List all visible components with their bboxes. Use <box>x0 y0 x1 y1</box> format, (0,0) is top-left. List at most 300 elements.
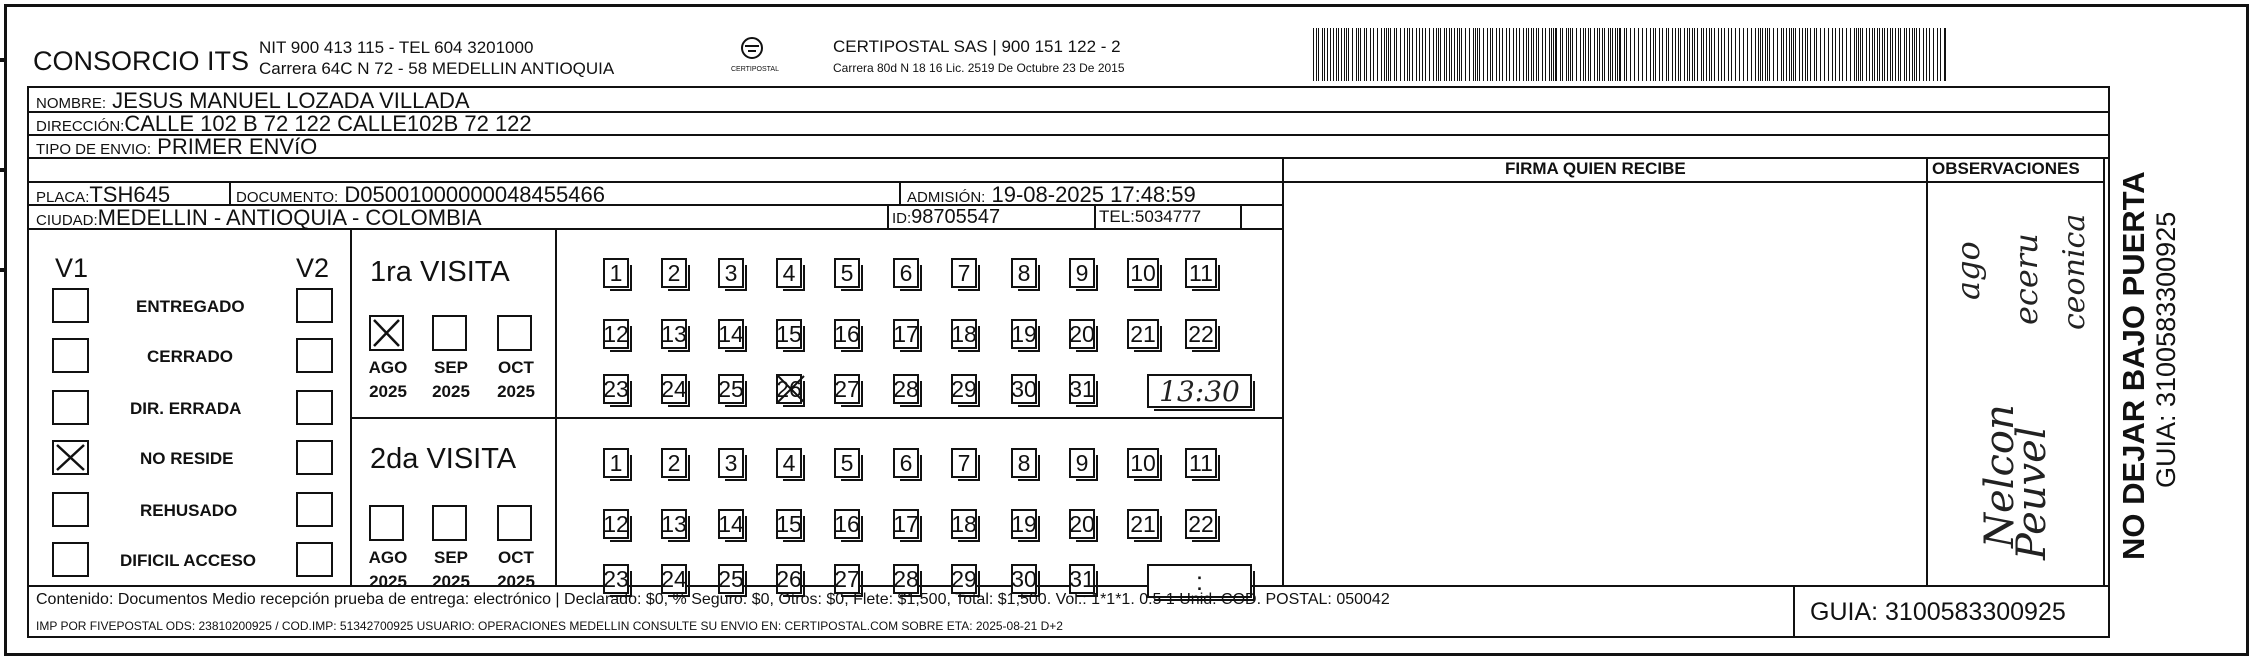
day-box[interactable] <box>718 258 744 288</box>
barcode-bar <box>1624 28 1625 81</box>
barcode-bar <box>1479 28 1480 81</box>
barcode-bar <box>1714 28 1715 81</box>
day-box[interactable] <box>603 509 629 539</box>
barcode-bar <box>1879 28 1880 81</box>
month-year: 2025 <box>432 382 470 401</box>
handwritten-note: Peuvel <box>2009 426 2055 560</box>
barcode-bar <box>1650 28 1651 81</box>
barcode-bar <box>1760 28 1761 81</box>
day-box[interactable] <box>603 564 629 594</box>
day-number: 19 <box>1011 320 1037 347</box>
barcode-bar <box>1799 28 1800 81</box>
day-number: 2 <box>667 259 681 286</box>
day-box[interactable] <box>1069 258 1095 288</box>
barcode-bar <box>1816 28 1817 81</box>
day-number: 22 <box>1188 510 1214 537</box>
month-year: 2025 <box>369 572 407 591</box>
day-box[interactable] <box>718 509 744 539</box>
month-checkbox[interactable] <box>497 315 532 351</box>
v1-checkbox[interactable] <box>52 542 89 577</box>
barcode-bar <box>1777 28 1778 81</box>
barcode-bar <box>1846 28 1847 81</box>
barcode-bar <box>1802 28 1803 81</box>
barcode-bar <box>1659 28 1660 81</box>
barcode-bar <box>1409 28 1410 81</box>
day-box[interactable] <box>1011 509 1037 539</box>
day-number: 14 <box>718 320 744 347</box>
month-label: AGO <box>368 358 408 377</box>
barcode-bar <box>1341 28 1342 81</box>
day-box[interactable] <box>661 374 687 404</box>
barcode-bar <box>1526 28 1527 81</box>
month-checkbox[interactable] <box>369 315 404 351</box>
barcode-bar <box>1926 28 1927 81</box>
barcode-bar <box>1944 28 1946 81</box>
barcode-bar <box>1429 28 1430 81</box>
day-box[interactable] <box>834 319 860 349</box>
day-number: 30 <box>1011 565 1037 592</box>
day-box[interactable] <box>661 258 687 288</box>
imp-text: IMP POR FIVEPOSTAL ODS: 23810200925 / COD.IMP: 51342700925 USUARIO: OPERACIONES MEDELLIN CONSULTE SU ENVIO EN: CERTIPOSTAL.COM SOBRE ETA: 2025-08-21 D+2 <box>36 619 1063 633</box>
barcode-bar <box>1675 28 1676 81</box>
barcode-bar <box>1519 28 1520 81</box>
month-label: OCT <box>498 548 534 567</box>
barcode-bar <box>1703 28 1704 81</box>
barcode-bar <box>1370 28 1371 81</box>
day-box[interactable] <box>776 319 802 349</box>
day-box[interactable] <box>718 564 744 594</box>
barcode-bar <box>1594 28 1595 81</box>
day-number: 16 <box>834 510 860 537</box>
v2-checkbox[interactable] <box>296 338 333 373</box>
month-label: SEP <box>433 358 469 377</box>
barcode-bar <box>1444 28 1445 81</box>
barcode-bar <box>1850 28 1851 81</box>
day-box[interactable] <box>1011 374 1037 404</box>
barcode-bar <box>1820 28 1821 81</box>
day-box[interactable] <box>834 509 860 539</box>
barcode-bar <box>1869 28 1870 81</box>
side-guia: GUIA: 3100583300925 <box>2151 211 2181 488</box>
barcode-bar <box>1828 28 1829 81</box>
day-number: 13 <box>661 510 687 537</box>
barcode-bar <box>1404 28 1405 81</box>
placa-value: TSH645 <box>89 182 171 207</box>
barcode-bar <box>1602 28 1603 81</box>
barcode-bar <box>1538 28 1539 81</box>
barcode-bar <box>1475 28 1476 81</box>
barcode-bar <box>1610 28 1611 81</box>
month-year: 2025 <box>497 382 535 401</box>
day-box[interactable] <box>603 319 629 349</box>
barcode-bar <box>1496 28 1497 81</box>
barcode-bar <box>1887 28 1888 81</box>
barcode-bar <box>1866 28 1867 81</box>
admision-value: 19-08-2025 17:48:59 <box>991 182 1196 207</box>
barcode-bar <box>1912 28 1913 81</box>
day-number: 11 <box>1189 259 1213 286</box>
day-number: 1 <box>609 449 623 476</box>
day-number: 21 <box>1130 510 1156 537</box>
day-number: 4 <box>782 449 796 476</box>
month-label: SEP <box>433 548 469 567</box>
v2-label: V2 <box>296 253 330 283</box>
x-mark-icon <box>371 317 402 349</box>
day-number: 26 <box>776 565 802 592</box>
admision-row <box>907 184 1196 206</box>
barcode-bar <box>1506 28 1507 81</box>
v2-checkbox[interactable] <box>296 390 333 425</box>
month-checkbox[interactable] <box>432 505 467 541</box>
barcode-bar <box>1416 28 1417 81</box>
barcode-bar <box>1425 28 1426 81</box>
day-box[interactable] <box>718 374 744 404</box>
day-box[interactable] <box>776 509 802 539</box>
barcode-bar <box>1364 28 1365 81</box>
barcode-bar <box>1422 28 1423 81</box>
month-checkbox[interactable] <box>432 315 467 351</box>
day-number: 8 <box>1017 259 1031 286</box>
barcode-bar <box>1604 28 1605 81</box>
day-box[interactable] <box>951 319 977 349</box>
day-box[interactable] <box>893 509 919 539</box>
v2-checkbox[interactable] <box>296 288 333 323</box>
day-number: 18 <box>951 320 977 347</box>
barcode-bar <box>1568 28 1569 81</box>
ciudad-row <box>36 207 482 229</box>
barcode-bar <box>1360 28 1361 81</box>
day-box[interactable] <box>1069 448 1095 478</box>
day-box[interactable] <box>1127 448 1159 478</box>
barcode-bar <box>1877 28 1878 81</box>
handwritten-note: ceonica <box>2057 213 2092 330</box>
barcode-bar <box>1318 28 1319 81</box>
tipo-value: PRIMER ENVíO <box>157 134 318 159</box>
day-box[interactable] <box>661 319 687 349</box>
barcode-bar <box>1553 28 1554 81</box>
barcode-bar <box>1487 28 1488 81</box>
barcode-bar <box>1555 28 1557 81</box>
barcode-bar <box>1386 28 1387 81</box>
barcode-bar <box>1672 28 1673 81</box>
day-number: 30 <box>1011 375 1037 402</box>
barcode-bar <box>1655 28 1656 81</box>
barcode-bar <box>1858 28 1859 81</box>
barcode-bar <box>1781 28 1782 81</box>
day-box[interactable] <box>718 448 744 478</box>
time-field[interactable]: 13:30 <box>1147 374 1252 408</box>
handwritten-note: Nelcon <box>1977 404 2023 548</box>
barcode-bar <box>1701 28 1702 81</box>
id-value: 98705547 <box>911 206 1001 228</box>
form-box <box>27 86 2110 638</box>
status-option-label: DIR. ERRADA <box>130 399 242 418</box>
barcode-bar <box>1316 28 1317 81</box>
day-number: 19 <box>1011 510 1037 537</box>
barcode-bar <box>1680 28 1681 81</box>
day-box[interactable] <box>661 448 687 478</box>
barcode-bar <box>1668 28 1669 81</box>
barcode-bar <box>1791 28 1792 81</box>
barcode-bar <box>1407 28 1408 81</box>
v1-checkbox[interactable] <box>52 492 89 527</box>
day-number: 29 <box>951 375 977 402</box>
handwritten-note: eceru <box>2007 233 2045 325</box>
day-box[interactable] <box>834 258 860 288</box>
barcode-bar <box>1842 28 1843 81</box>
barcode-bar <box>1396 28 1397 81</box>
barcode-bar <box>1499 28 1500 81</box>
month-year: 2025 <box>432 572 470 591</box>
documento-label: DOCUMENTO: <box>236 189 339 206</box>
day-number: 27 <box>834 565 860 592</box>
barcode-bar <box>1585 28 1586 81</box>
day-box[interactable] <box>1069 509 1095 539</box>
nombre-label: NOMBRE: <box>36 95 107 112</box>
barcode-bar <box>1356 28 1357 81</box>
visit-title: 1ra VISITA <box>370 256 510 288</box>
day-box[interactable] <box>1011 564 1037 594</box>
day-box[interactable] <box>1185 448 1217 478</box>
day-box[interactable] <box>893 374 919 404</box>
barcode-bar <box>1892 28 1893 81</box>
barcode-bar <box>1630 28 1631 81</box>
barcode-bar <box>1687 28 1688 81</box>
v1-checkbox[interactable] <box>52 288 89 323</box>
barcode-bar <box>1662 28 1663 81</box>
barcode-bar <box>1638 28 1639 81</box>
placa-row <box>36 184 170 206</box>
x-mark-icon <box>54 442 87 473</box>
barcode-bar <box>1872 28 1873 81</box>
day-box[interactable] <box>776 564 802 594</box>
barcode-bar <box>1549 28 1550 81</box>
barcode-bar <box>1689 28 1690 81</box>
day-box[interactable] <box>1069 374 1095 404</box>
day-number: 11 <box>1189 449 1213 476</box>
day-box[interactable] <box>834 564 860 594</box>
barcode-bar <box>1570 28 1571 81</box>
status-option-label: ENTREGADO <box>136 297 245 316</box>
barcode-bar <box>1617 28 1618 81</box>
barcode-bar <box>1793 28 1794 81</box>
tel-value: 5034777 <box>1134 207 1202 226</box>
barcode-bar <box>1731 28 1732 81</box>
barcode-bar <box>1711 28 1712 81</box>
barcode-bar <box>1533 28 1534 81</box>
barcode-bar <box>1483 28 1484 81</box>
barcode-bar <box>1884 28 1885 81</box>
v2-checkbox[interactable] <box>296 440 333 475</box>
visit-title: 2da VISITA <box>370 443 517 475</box>
margin-tick <box>0 58 5 62</box>
v1-checkbox[interactable] <box>52 390 89 425</box>
day-number: 8 <box>1017 449 1031 476</box>
day-box[interactable] <box>893 258 919 288</box>
barcode <box>1313 28 1948 81</box>
day-number: 31 <box>1069 565 1095 592</box>
barcode-bar <box>1531 28 1532 81</box>
day-box[interactable] <box>1185 258 1217 288</box>
barcode-bar <box>1451 28 1452 81</box>
barcode-bar <box>1718 28 1719 81</box>
month-checkbox[interactable] <box>497 505 532 541</box>
day-box[interactable] <box>661 509 687 539</box>
day-box[interactable] <box>834 374 860 404</box>
barcode-bar <box>1327 28 1328 81</box>
handwritten-note: ago <box>1949 241 1987 300</box>
day-number: 13 <box>661 320 687 347</box>
barcode-bar <box>1940 28 1941 81</box>
day-number: 25 <box>718 565 744 592</box>
barcode-bar <box>1786 28 1787 81</box>
company-address: Carrera 64C N 72 - 58 MEDELLIN ANTIOQUIA <box>259 59 615 78</box>
day-box[interactable] <box>776 448 802 478</box>
day-box[interactable] <box>661 564 687 594</box>
ciudad-value: MEDELLIN - ANTIOQUIA - COLOMBIA <box>97 205 482 230</box>
month-year: 2025 <box>369 382 407 401</box>
day-number: 22 <box>1188 320 1214 347</box>
barcode-bar <box>1542 28 1543 81</box>
barcode-bar <box>1502 28 1503 81</box>
day-box[interactable] <box>1069 564 1095 594</box>
day-box[interactable] <box>603 258 629 288</box>
day-box[interactable] <box>1127 319 1159 349</box>
barcode-bar <box>1904 28 1905 81</box>
day-number: 6 <box>899 449 913 476</box>
day-number: 24 <box>661 375 687 402</box>
barcode-bar <box>1626 28 1627 81</box>
barcode-bar <box>1516 28 1517 81</box>
barcode-bar <box>1835 28 1836 81</box>
barcode-bar <box>1805 28 1806 81</box>
barcode-bar <box>1933 28 1934 81</box>
barcode-bar <box>1724 28 1725 81</box>
day-number: 28 <box>893 565 919 592</box>
barcode-bar <box>1390 28 1391 81</box>
day-number: 6 <box>899 259 913 286</box>
admision-label: ADMISIÓN: <box>907 189 986 206</box>
day-box[interactable] <box>951 258 977 288</box>
month-year: 2025 <box>497 572 535 591</box>
tel-label: TEL: <box>1099 207 1135 226</box>
day-box[interactable] <box>951 374 977 404</box>
day-number: 28 <box>893 375 919 402</box>
barcode-bar <box>1615 28 1616 81</box>
day-box[interactable] <box>893 319 919 349</box>
barcode-bar <box>1807 28 1808 81</box>
day-box[interactable] <box>1069 319 1095 349</box>
status-option-label: REHUSADO <box>140 501 238 520</box>
day-box[interactable] <box>1011 258 1037 288</box>
barcode-bar <box>1916 28 1917 81</box>
tel-row <box>1099 208 1201 225</box>
day-box[interactable] <box>1127 509 1159 539</box>
day-number: 20 <box>1069 320 1095 347</box>
barcode-bar <box>1551 28 1552 81</box>
day-number: 12 <box>603 320 629 347</box>
barcode-bar <box>1783 28 1784 81</box>
day-box[interactable] <box>893 564 919 594</box>
v1-checkbox[interactable] <box>52 338 89 373</box>
observaciones-header: OBSERVACIONES <box>1932 159 2080 178</box>
time-field[interactable]: : <box>1147 564 1252 598</box>
day-number: 24 <box>661 565 687 592</box>
direccion-row <box>36 113 532 135</box>
day-box[interactable] <box>951 448 977 478</box>
status-option-label: CERRADO <box>147 347 233 366</box>
day-box[interactable] <box>718 319 744 349</box>
v2-checkbox[interactable] <box>296 542 333 577</box>
barcode-bar <box>1751 28 1752 81</box>
barcode-bar <box>1492 28 1493 81</box>
barcode-bar <box>1747 28 1748 81</box>
day-box[interactable] <box>776 374 802 404</box>
barcode-bar <box>1388 28 1389 81</box>
day-number: 7 <box>957 449 971 476</box>
barcode-bar <box>1333 28 1334 81</box>
day-box[interactable] <box>1185 319 1217 349</box>
day-box[interactable] <box>1127 258 1159 288</box>
barcode-bar <box>1446 28 1447 81</box>
nombre-value: JESUS MANUEL LOZADA VILLADA <box>112 88 470 113</box>
barcode-bar <box>1919 28 1920 81</box>
barcode-bar <box>1580 28 1581 81</box>
barcode-bar <box>1536 28 1537 81</box>
barcode-bar <box>1384 28 1385 81</box>
id-row <box>892 207 1000 227</box>
barcode-bar <box>1762 28 1763 81</box>
v1-checkbox[interactable] <box>52 440 89 475</box>
day-box[interactable] <box>951 564 977 594</box>
barcode-bar <box>1900 28 1901 81</box>
barcode-bar <box>1898 28 1899 81</box>
day-number: 5 <box>840 259 854 286</box>
barcode-bar <box>1895 28 1896 81</box>
day-box[interactable] <box>603 374 629 404</box>
month-checkbox[interactable] <box>369 505 404 541</box>
barcode-bar <box>1346 28 1347 81</box>
v2-checkbox[interactable] <box>296 492 333 527</box>
day-number: 31 <box>1069 375 1095 402</box>
day-box[interactable] <box>1185 509 1217 539</box>
barcode-bar <box>1454 28 1455 81</box>
barcode-bar <box>1473 28 1474 81</box>
barcode-bar <box>1743 28 1744 81</box>
barcode-bar <box>1642 28 1643 81</box>
barcode-bar <box>1313 28 1314 81</box>
day-box[interactable] <box>834 448 860 478</box>
day-box[interactable] <box>893 448 919 478</box>
day-box[interactable] <box>776 258 802 288</box>
documento-value: D05001000000048455466 <box>344 182 605 207</box>
barcode-bar <box>1400 28 1401 81</box>
day-box[interactable] <box>603 448 629 478</box>
barcode-bar <box>1909 28 1910 81</box>
barcode-bar <box>1412 28 1413 81</box>
day-number: 17 <box>893 510 919 537</box>
day-number: 20 <box>1069 510 1095 537</box>
barcode-bar <box>1438 28 1439 81</box>
day-box[interactable] <box>1011 448 1037 478</box>
barcode-bar <box>1513 28 1514 81</box>
barcode-bar <box>1789 28 1790 81</box>
firma-header: FIRMA QUIEN RECIBE <box>1505 159 1686 178</box>
barcode-bar <box>1735 28 1736 81</box>
day-box[interactable] <box>1011 319 1037 349</box>
barcode-bar <box>1377 28 1378 81</box>
day-box[interactable] <box>951 509 977 539</box>
